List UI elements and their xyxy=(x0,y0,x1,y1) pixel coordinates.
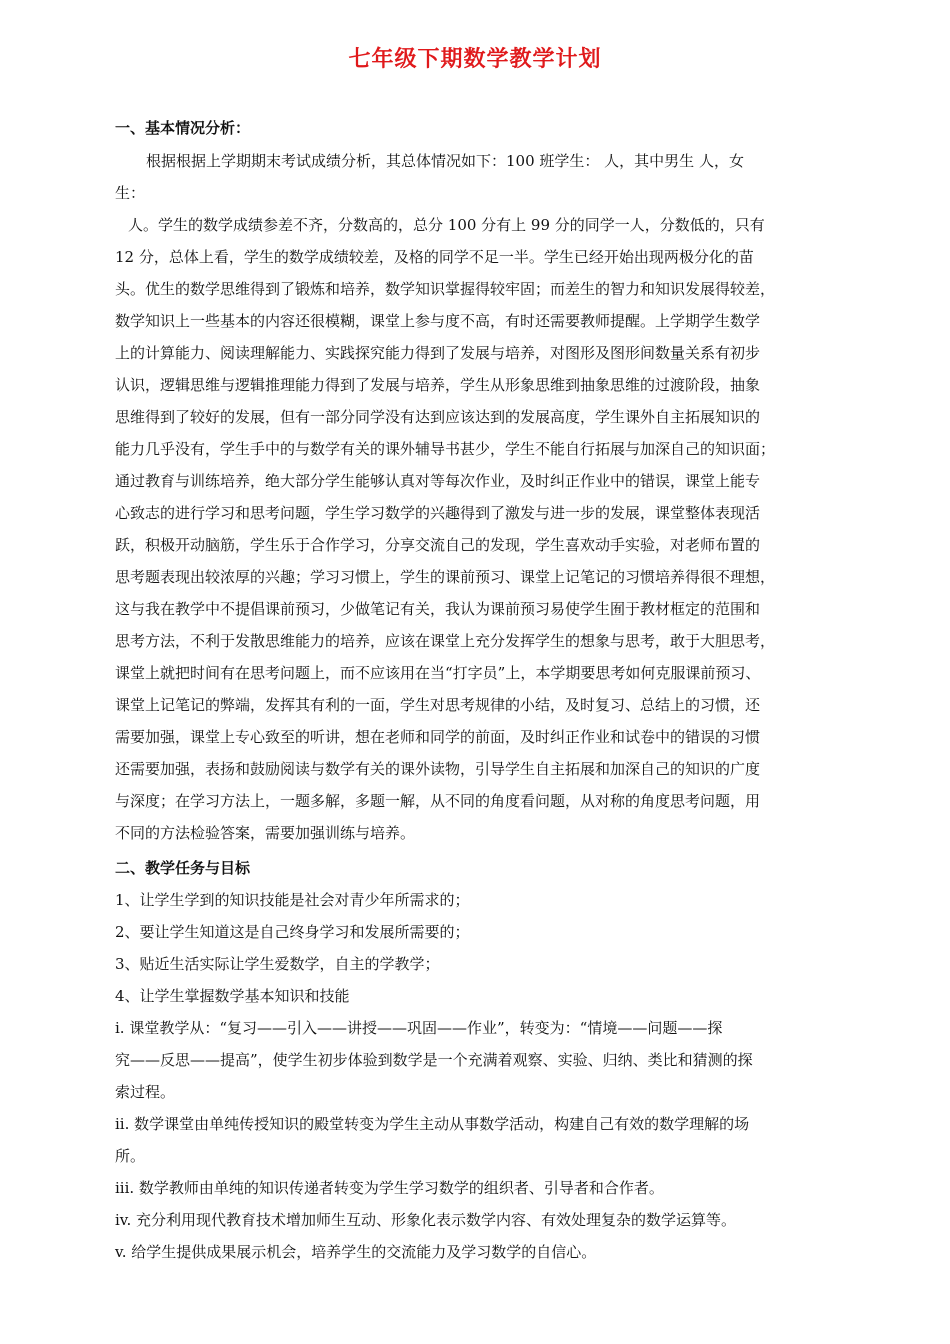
goal-item: v. 给学生提供成果展示机会，培养学生的交流能力及学习数学的自信心。 xyxy=(115,1243,597,1261)
document-title: 七年级下期数学教学计划 xyxy=(348,46,602,72)
paragraph-line: 通过教育与训练培养，绝大部分学生能够认真对等每次作业，及时纠正作业中的错误，课堂上能专 xyxy=(115,472,761,490)
paragraph-line: 头。优生的数学思维得到了锻炼和培养，数学知识掌握得较牢固；而差生的智力和知识发展得较差， xyxy=(115,280,776,298)
paragraph-line: 能力几乎没有，学生手中的与数学有关的课外辅导书甚少，学生不能自行拓展与加深自己的知识面； xyxy=(115,440,776,458)
section-heading-basic-analysis: 一、基本情况分析： xyxy=(115,119,251,137)
goal-item: 索过程。 xyxy=(115,1083,176,1101)
paragraph-line: 12 分，总体上看，学生的数学成绩较差，及格的同学不足一半。学生已经开始出现两极分化的苗 xyxy=(115,248,754,266)
paragraph-line: 根据根据上学期期末考试成绩分析，其总体情况如下：100 班学生： 人，其中男生 人，女 xyxy=(146,152,744,170)
goal-item: 究——反思——提高”，使学生初步体验到数学是一个充满着观察、实验、归纳、类比和猜测的探 xyxy=(115,1051,753,1069)
paragraph-line: 认识，逻辑思维与逻辑推理能力得到了发展与培养，学生从形象思维到抽象思维的过渡阶段，抽象 xyxy=(115,376,761,394)
paragraph-line: 生： xyxy=(115,184,146,202)
paragraph-line: 思考题表现出较浓厚的兴趣；学习习惯上，学生的课前预习、课堂上记笔记的习惯培养得很不理想， xyxy=(115,568,776,586)
section-heading-teaching-goals: 二、教学任务与目标 xyxy=(115,859,251,877)
paragraph-line: 数学知识上一些基本的内容还很模糊，课堂上参与度不高，有时还需要教师提醒。上学期学生数学 xyxy=(115,312,761,330)
goal-item: ii. 数学课堂由单纯传授知识的殿堂转变为学生主动从事数学活动，构建自己有效的数学理解的场 xyxy=(115,1115,750,1133)
paragraph-line: 需要加强，课堂上专心致至的听讲，想在老师和同学的前面，及时纠正作业和试卷中的错误的习惯 xyxy=(115,728,761,746)
paragraph-line: 课堂上就把时间有在思考问题上，而不应该用在当“打字员”上，本学期要思考如何克服课前预习、 xyxy=(115,664,761,682)
paragraph-line: 这与我在教学中不提倡课前预习，少做笔记有关，我认为课前预习易使学生囿于教材框定的范围和 xyxy=(115,600,761,618)
paragraph-line: 课堂上记笔记的弊端，发挥其有利的一面，学生对思考规律的小结，及时复习、总结上的习惯，还 xyxy=(115,696,761,714)
paragraph-line: 心致志的进行学习和思考问题，学生学习数学的兴趣得到了激发与进一步的发展，课堂整体表现活 xyxy=(115,504,761,522)
paragraph-line: 跃，积极开动脑筋，学生乐于合作学习，分享交流自己的发现，学生喜欢动手实验，对老师布置的 xyxy=(115,536,761,554)
goal-item: iv. 充分利用现代教育技术增加师生互动、形象化表示数学内容、有效处理复杂的数学运算等。 xyxy=(115,1211,737,1229)
paragraph-line: 人。学生的数学成绩参差不齐，分数高的，总分 100 分有上 99 分的同学一人，分数低的，只有 xyxy=(128,216,765,234)
paragraph-line: 还需要加强，表扬和鼓励阅读与数学有关的课外读物，引导学生自主拓展和加深自己的知识的广度 xyxy=(115,760,761,778)
paragraph-line: 思维得到了较好的发展，但有一部分同学没有达到应该达到的发展高度，学生课外自主拓展知识的 xyxy=(115,408,761,426)
goal-item: 1、让学生学到的知识技能是社会对青少年所需求的； xyxy=(115,891,470,909)
goal-item: 4、让学生掌握数学基本知识和技能 xyxy=(115,987,350,1005)
paragraph-line: 与深度；在学习方法上，一题多解，多题一解，从不同的角度看问题，从对称的角度思考问题，用 xyxy=(115,792,761,810)
goal-item: 2、要让学生知道这是自己终身学习和发展所需要的； xyxy=(115,923,470,941)
paragraph-line: 思考方法，不利于发散思维能力的培养，应该在课堂上充分发挥学生的想象与思考，敢于大胆思考， xyxy=(115,632,776,650)
goal-item: iii. 数学教师由单纯的知识传递者转变为学生学习数学的组织者、引导者和合作者。 xyxy=(115,1179,664,1197)
goal-item: 所。 xyxy=(115,1147,146,1165)
goal-item: 3、贴近生活实际让学生爱数学，自主的学教学； xyxy=(115,955,440,973)
paragraph-line: 上的计算能力、阅读理解能力、实践探究能力得到了发展与培养，对图形及图形间数量关系有初步 xyxy=(115,344,761,362)
paragraph-line: 不同的方法检验答案，需要加强训练与培养。 xyxy=(115,824,416,842)
goal-item: i. 课堂教学从：“复习——引入——讲授——巩固——作业”，转变为：“情境——问题——探 xyxy=(115,1019,723,1037)
